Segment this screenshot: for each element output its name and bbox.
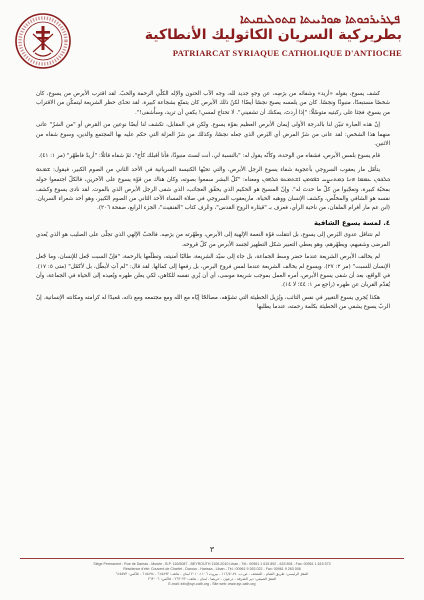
syriac-quote: ܫܡܥܘ ܟܠܟܘܢ ܥܡܡܐ ܗܢܐ ܕܡܬܢܨܚ ܒܦܘܡܢ ܐܫܬܡܥܘ ܟܠܗܘܢ — [36, 165, 390, 184]
paragraph-3: قام يسوع بلمس الأبرص، فشفاه من الوحدة، وكأنّه يقول له: "بالنسبة لي، أنت لستَ منبوذًا، فأنا أقبلك كأخ"، ثمّ شفاه قائلًا: "أريدُ فاطهُر" (مر ١: ٤١). — [38, 153, 380, 160]
footer-french-line-1: Siège Permanent : Rue de Damas - Musée - B.P. 116/5087 - BEYROUTH 1106-2010 Liban - Tél.: 00961 1 615 892 - 615 894 - Fax: 00961 1 615 573 — [93, 562, 331, 566]
paragraph-6: لم يخالف الأبرص الشريعة عندما حضر وسط الجماعة، بل جاء إلى سيّد الشريعة، طالبًا أمنيته، وتطلّعها بالرحمة، "فإنّ السبت جُعل للإنسان، وما جُعل الإنسان للسبت" (مر ٢: ٢٧). ويسوع لم يخالف الشريعة عندما لمس فروح البرص، بل رفعها إلى كمالها. لقد قال: "لم آتِ لأبطُل، بل لأكمّل" (متى ٥: ١٧). في الواقع، بعد أن شفى يسوع الأبرص، أمره العمل بموجب شريعة موسى، أي أن يُري نفسه للكاهن، لكي يعلن طهره ويُعيده إلى الحياة في الجماعة، وأن يُقدّم القربان عن طهره (راجع مر ١: ٤٤؛ لا ١٤). — [36, 254, 390, 289]
document-body — [36, 90, 390, 316]
paragraph-2: إنّ هذه العبارة تبيّن لنا بالدرجة الأولى إيمان الأبرص العظيم بقوّة يسوع. ولكن في المقابل، تكشف لنا أيضًا نوعين من المَرض أو "من الشرّ" عانى منهما هذا الشخص: لقد عانى من شرّ المرض أي البَرص الذي جعله نجسًا، وكذلك من شرّ العزلة التي حكم عليه بها المجتمع والدين، وسوع شفاه من الاثنين. — [36, 122, 390, 148]
footer-arabic-line-1: المقرّ الرئيسي: طريق الشام - المتحف - ص.ب. ١١٦/٥٠٨٧ - بيروت ١١٠٦-٢٠١٠ لبنان - هاتف: ٦١٥٨٩٢ - ٦١٥٨٩٤ - فاكس: ٦١٥٥٧٣ — [115, 572, 309, 576]
footer-arabic-line-2: المقرّ الصيفي: دير الشرفة - درعون - حريصا - لبنان - هاتف: ٢٦٣٠٢٢ - فاكس: ٢٦٣٠٠٦ — [147, 577, 277, 581]
paragraph-4-intro: يتأمّل مار يعقوب السروجي بأعجوبة شفاء يسوع الرجل الأبرص، والتي تحيّها الكنيسة السريانية في الأحد الثاني من الصوم الكبير، فيقول: — [52, 166, 381, 173]
footer — [20, 558, 404, 587]
header-french-title: PATRIARCAT SYRIAQUE CATHOLIQUE D'ANTIOCHE — [172, 48, 402, 58]
paragraph-4-reference: ماريعقوب السروجي في صلاة المساء الأحد الثاني من الصوم الكبير، وهو أحد شعراء السريان. (ابن عم مار أفرام الملفان، من ناحية الرأي، فعرف بـ "قيثارة الروح القدس"، وعُرف كتاب "الفنقيث"، الجزء الرابع، صفحة ٢٠٦). — [36, 196, 390, 212]
paragraph-1: كشف يسوع، بقوله «أريد» وشفائه من برَصِه، عن وجهٍ جديد لله، وجه الآب الحنون والإله الكلّي الرحمة والحبّ. لقد اقترب الأبرص من يسوع، كان شخصًا مستبعدًا، منبوذًا ونجسًا. كان من يلمسه يصبح نجسًا أيضًا! لكنّ ذلك الأبرص كان يتمتّع بشجاعة كبيرة. لقد تحدّى حظر الشريعة ليتمكّن من الاقتراب من يسوع، فجثا على ركبتيه متوسّلًا: "إذا أردتَ، يمكنك أن تشفيني". لا تحتاج لمسي! يكفي أن تريد، وسأُشفى!". — [36, 91, 390, 116]
paragraph-7: هكذا يُجري يسوع التغيير في نفس التائب، ويُزيل الخطيئة التي تشوّهه، مصالحًا إيّاه مع الله ومع مجتمعه ومع ذاته، مُعيدًا له كرامته ومكانته الإنسانية. إنّ الربّ يسوع يشفي من الخطيئة بكلمة رحمته، عندما يطلبها — [36, 294, 390, 311]
footer-contact-line: E-mail: info@syr-cath.org - Site web: www.syr-cath.org — [168, 582, 256, 586]
section-heading: ٤. لمسة يسوع الشافية — [313, 218, 390, 227]
header-syriac-title: ܦܛܪܝܪܟܘܬܐ ܣܘܪܝܝܬܐ ܩܬܘܠܝܩܝܬܐ — [239, 12, 400, 26]
page-number: ٣ — [209, 545, 215, 554]
paragraph-4-translation: ومعناه: "كلّ البشر سمعوا بصوته، وكان هناك من قوّة يسوع على الآخرين، فالكلّ اجتمعوا حوله بمحبّة كبيرة، وتعجّبوا من كلّ ما حدث له". وإنّ المسيح هو الحكيم الذي يحقّق العجائب، الذي شفى الرجل الأبرص الذي بالموت. لقد نادى يسوع وكشف نفسه هو الشافي والمخلّص، وكشف الإنسان ووهبه الحياة. — [36, 177, 390, 203]
patriarchate-seal-logo — [14, 12, 72, 70]
paragraph-4 — [36, 165, 390, 214]
footer-french-line-2: Résidence d'été: Couvent de Charfet - Daroun - Harissa - Liban - Tél.: 00961 9 263 022 - Fax: 00961 9 263 006 — [123, 567, 301, 571]
paragraph-5: لم نتناقل عدوى البَرص إلى يسوع، بل انتقلت قوّة النعمة الإلهية إلى الأبرص، وطهّرته من برَصِه. فالحبّ الإلهي الذي تجلّى على الصليب هو الذي يُعدي المرضى وشفيهم، ويطهّرهم، وهو يعطي التعبير شكل التطهير لجسد الأبرص من كلّ قروحه. — [36, 232, 390, 248]
header-arabic-title: بطريركية السريان الكاثوليك الأنطاكية — [144, 27, 402, 43]
